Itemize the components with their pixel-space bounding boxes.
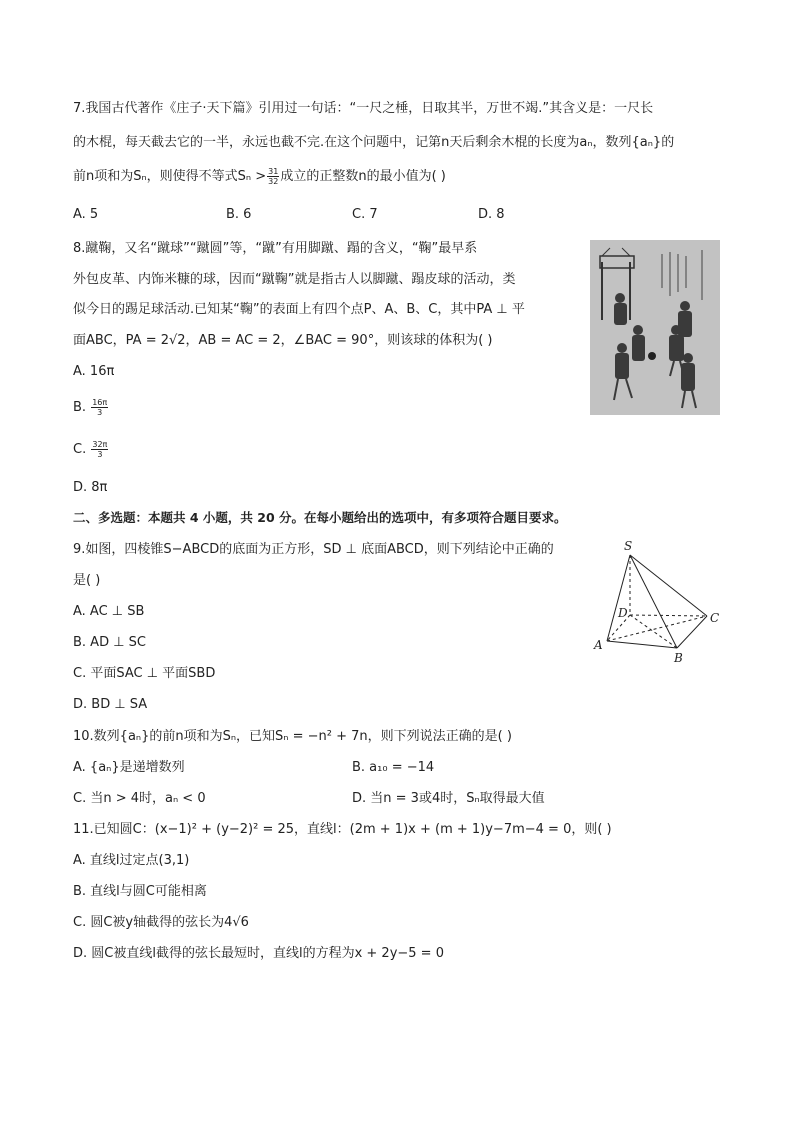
q11-option-d: D. 圆C被直线l截得的弦长最短时，直线l的方程为x + 2y−5 = 0 xyxy=(73,946,444,961)
pyramid-label-c: C xyxy=(710,611,720,625)
q7-option-d: D. 8 xyxy=(478,207,505,222)
pyramid-figure xyxy=(588,538,728,668)
q8-option-b xyxy=(73,398,109,418)
q7-option-a: A. 5 xyxy=(73,207,99,222)
q8-option-d: D. 8π xyxy=(73,480,108,495)
section-multiple-choice-header: 二、多选题：本题共 4 小题，共 20 分。在每小题给出的选项中，有多项符合题目要求。 xyxy=(73,510,567,525)
q8-option-c-prefix: C. xyxy=(73,442,87,457)
q8-option-c-fraction xyxy=(91,440,108,459)
q11-option-c: C. 圆C被y轴截得的弦长为4√6 xyxy=(73,915,249,930)
q10-option-b: B. a₁₀ = −14 xyxy=(352,760,435,775)
q8-option-b-num: 16π xyxy=(92,398,108,407)
q7-line-3-post: 成立的正整数n的最小值为( ) xyxy=(280,169,446,184)
q10-option-c: C. 当n > 4时，aₙ < 0 xyxy=(73,791,206,806)
q10-option-a: A. {aₙ}是递增数列 xyxy=(73,760,185,775)
q11-line-1: 11.已知圆C：(x−1)² + (y−2)² = 25，直线l：(2m + 1)x + (m + 1)y−7m−4 = 0，则( ) xyxy=(73,822,612,837)
pyramid-label-a: A xyxy=(594,638,603,652)
q10-line-1: 10.数列{aₙ}的前n项和为Sₙ，已知Sₙ = −n² + 7n，则下列说法正确的是( ) xyxy=(73,729,512,744)
q7-option-c: C. 7 xyxy=(352,207,378,222)
q7-line-3 xyxy=(73,167,446,187)
pyramid-svg xyxy=(588,538,728,668)
q9-option-c: C. 平面SAC ⊥ 平面SBD xyxy=(73,666,216,681)
q7-line-2: 的木棍，每天截去它的一半，永远也截不完.在这个问题中，记第n天后剩余木棍的长度为aₙ，数列{aₙ}的 xyxy=(73,135,675,150)
q8-line-1: 8.蹴鞠，又名“蹴球”“蹴圆”等，“蹴”有用脚蹴、蹋的含义，“鞠”最早系 xyxy=(73,241,478,256)
q9-line-1: 9.如图，四棱锥S−ABCD的底面为正方形，SD ⊥ 底面ABCD，则下列结论中正确的 xyxy=(73,542,554,557)
q11-option-a: A. 直线l过定点(3,1) xyxy=(73,853,190,868)
q7-fraction xyxy=(267,167,279,186)
pyramid-label-d: D xyxy=(618,606,628,620)
q8-option-c xyxy=(73,440,109,460)
pyramid-label-b: B xyxy=(674,651,683,665)
pyramid-label-s: S xyxy=(624,539,633,553)
q8-option-b-prefix: B. xyxy=(73,400,87,415)
q9-line-2: 是( ) xyxy=(73,573,101,588)
q9-option-b: B. AD ⊥ SC xyxy=(73,635,147,650)
q7-line-1: 7.我国古代著作《庄子·天下篇》引用过一句话：“一尺之棰，日取其半，万世不竭.”其含义是：一尺长 xyxy=(73,101,654,116)
cuju-illustration-svg xyxy=(590,240,720,415)
q8-option-b-fraction xyxy=(91,398,108,417)
q10-option-d: D. 当n = 3或4时，Sₙ取得最大值 xyxy=(352,791,545,806)
q8-option-c-num: 32π xyxy=(92,440,108,449)
q8-line-2: 外包皮革、内饰米糠的球，因而“蹴鞠”就是指古人以脚蹴、蹋皮球的活动，类 xyxy=(73,272,516,287)
q8-option-c-den: 3 xyxy=(97,450,103,459)
cuju-illustration xyxy=(590,240,720,415)
q9-option-d: D. BD ⊥ SA xyxy=(73,697,148,712)
q8-option-a: A. 16π xyxy=(73,364,115,379)
q9-option-a: A. AC ⊥ SB xyxy=(73,604,145,619)
q7-line-3-pre: 前n项和为Sₙ，则使得不等式Sₙ > xyxy=(73,169,267,184)
q8-option-b-den: 3 xyxy=(97,408,103,417)
q7-frac-num: 31 xyxy=(268,167,279,176)
q7-frac-den: 32 xyxy=(268,177,279,186)
q11-option-b: B. 直线l与圆C可能相离 xyxy=(73,884,207,899)
q8-line-4: 面ABC，PA = 2√2，AB = AC = 2，∠BAC = 90°，则该球的体积为( ) xyxy=(73,333,493,348)
q8-line-3: 似今日的踢足球活动.已知某“鞠”的表面上有四个点P、A、B、C，其中PA ⊥ 平 xyxy=(73,302,525,317)
q7-option-b: B. 6 xyxy=(226,207,252,222)
